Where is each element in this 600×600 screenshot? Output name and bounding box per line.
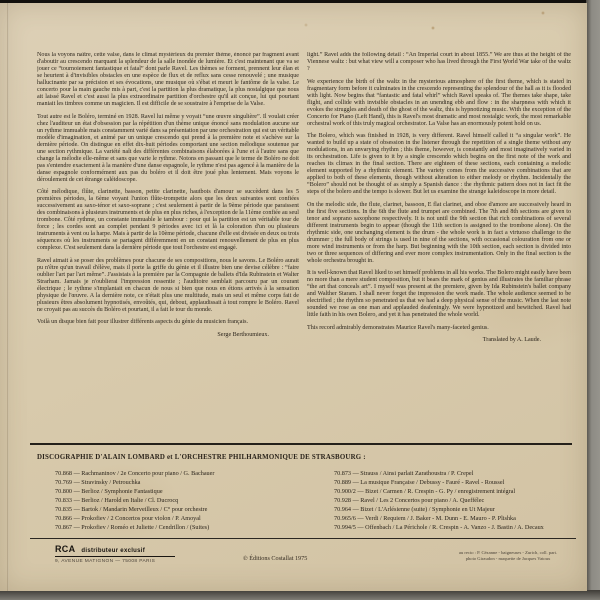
- paragraph: It is well-known that Ravel liked to set himself problems in all his works. The Bolero might easily have been no more than a mere student composition, but it bears the mark of genius and illustrates the familiar phrase “the art that conceals art”. I myself was present at the premiere, given by Ida Rubinstein's ballet company and Walther Staram. I shall never forget the impression the work made. The whole audience seemed to be electrified ; the rhythm so penetrated us that we had a deep physical sense of the music. When the last note sounded we rose as one man and applauded deafeningly. We were hypnotized and bewitched. Ravel had little faith in his own Bolero, and yet it has penetrated the whole world.: [307, 270, 571, 318]
- discography-entry: 70.928 — Ravel / Les 2 Concertos pour piano / A. Queffélec: [334, 497, 485, 504]
- discography-title: DISCOGRAPHIE D'ALAIN LOMBARD et L'ORCHESTRE PHILHARMONIQUE DE STRASBOURG :: [37, 454, 366, 461]
- discography-entry: 70.889 — La musique Française / Debussy - Fauré - Ravel - Roussel: [334, 479, 505, 486]
- distributor-label: distributeur exclusif: [81, 548, 146, 554]
- translator-signature: Translated by A. Laude.: [482, 337, 541, 343]
- discography-entry: 70.994/5 — Offenbach / La Périchole / R. Crespin - A. Vanzo - J. Bastin / A. Decaux: [334, 524, 544, 531]
- scan-edge-right: [586, 0, 600, 600]
- paragraph: The Bolero, which was finished in 1928, is very different. Ravel himself called it “a singular work”. He wanted to build up a state of obsession in the listener through the repetition of a single theme without any modulations, in an unvarying rhythm ; this theme, however, is constantly and most imaginatively varied in its orchestration. Life is given to it by a single crescendo which begins on the first note of the work and reaches its climax in the final section. There are eighteen of these sections, each containing a melodic element supported by a rhythmic element. The variety comes from the successive combinations that are applied to both of these elements, though without alteration to either melody or rhythm. Incidentally the “Bolero” should not be thought of as simply a Spanish dance : the rhythmic pattern does not in fact fit the steps of the bolero and the tempo is slower. But let us examine the strange kaleidoscope in more detail.: [307, 133, 571, 195]
- liner-notes-english: [307, 52, 571, 434]
- credits-line: photo Giraudon - maquette de Jacques Vatoux: [465, 555, 551, 561]
- edition-notice: ℗ Éditions Costallat 1975: [243, 555, 308, 562]
- divider-rule-bottom: [30, 538, 576, 539]
- discography-entry: 70.900/2 — Bizet / Carmen / R. Crespin - G. Py / enregistrement intégral: [334, 488, 516, 495]
- rca-distributor-block: [55, 544, 175, 564]
- author-signature: Serge Berthoumieux.: [217, 331, 269, 338]
- fold-crease: [7, 3, 9, 591]
- paragraph: We experience the birth of the waltz in the mysterious atmosphere of the first theme, which is stated in fragmentary form before it culminates in the crescendo representing the splendour of the hall as it is flooded with light. Now begins that “fantastic and fatal whirl” which Ravel speaks of. The themes take shape, take flight, and collide with invisible obstacles in an unending ebb and flow : in the sharpness with which it evokes the struggles and death of the ghost of the waltz, this is hypnotizing music. With the exception of the Concerto for Piano (Left Hand), this is Ravel's most dramatic and most nostalgic work, the most remarkable orchestral work of this truly magical orchestrator. La Valse has an enormously potent hold on us.: [307, 78, 571, 127]
- liner-notes-french: [37, 52, 299, 434]
- paragraph: Nous la voyons naître, cette valse, dans le climat mystérieux du premier thème, énoncé par fragment avant d'aboutir au crescendo marquant la splendeur de la salle inondée de lumière. Et c'est maintenant que va se jouer ce “tournoiement fantastique et fatal” dont parle Ravel. Les thèmes se forment, prennent leur élan et se heurtent à d'invisibles obstacles en une espèce de flux et de reflux sans cesse renouvelé ; une musique hallucinante par sa précision et ses évocations, une musique où s'ébat et meurt le fantôme de la valse. Le concerto pour la main gauche mis à part, c'est la partition la plus dramatique, la plus nostalgique que nous ait laissé Ravel et c'est aussi la plus extraordinaire partition d'orchestre qu'il ait conçue, lui qui pourtant maniait les timbres comme un magicien. Il est difficile de se soustraire à l'emprise de la Valse.: [37, 52, 299, 107]
- record-sleeve-back: [0, 3, 587, 591]
- paragraph: Voilà un disque bien fait pour illustrer différents aspects du génie du musicien français.: [37, 319, 249, 325]
- paragraph: Ravel aimait à se poser des problèmes pour chacune de ses compositions, nous le savons. Le Boléro aurait pu n'être qu'un travail d'élève, mais il porte la griffe du génie et il illustre bien une devise célèbre : “faire oublier l'art par l'art même”. J'assistais à la première par la Compagnie de ballets d'Ida Rubinstein et Walter Strarham. Jamais je n'oublierai l'impression ressentie ; l'auditoire semblait parcouru par un courant électrique ; le rythme s'implantait en chacun de nous si bien que nous en étions arrivés à la sensation physique de l'œuvre. A la dernière note, ce n'était plus une multitude, mais un seul et même corps fait de plusieurs êtres absolument hypnotisés, envoûtés, qui, debout, applaudissait à tout rompre le Boléro. Ravel ne croyait pas au succès du Boléro et pourtant, il a fait le tour du monde.: [37, 257, 299, 313]
- paragraph: Côté mélodique, flûte, clarinette, basson, petite clarinette, hautbois d'amour se succèdent dans les 5 premières périodes, la 6ème voyant l'union flûte-trompette alors que les deux suivantes sont confiées successivement au saxo-ténor et saxo-soprane ; c'est seulement à partir de la 9ème période que paraissent des combinaisons à plusieurs instruments et de plus en plus riches, à l'exception de la 11ème confiée au seul trombone. Côté rythme, un constante immuable le tambour : pour qui la partition est un véritable tour de force ; les cordes sont au complet pendant 9 périodes avec ici et là la coloration d'un ou plusieurs instruments à vent ou la harpe. Mais à partir de la 10ème période, chacune d'elle est divisée en deux ou trois séquences où les instruments se partagent différemment en un constant renouvellement de plus en plus complexe. C'est seulement dans la dernière période que tout l'orchestre est engagé.: [37, 189, 299, 251]
- paragraph: This record admirably demonstrates Maurice Ravel's many-faceted genius.: [307, 324, 489, 331]
- distributor-address: 9, AVENUE MATIGNON — 75008 PARIS: [55, 558, 156, 564]
- discography-list-right: [334, 469, 544, 532]
- scan-edge-bottom: [0, 590, 600, 600]
- paragraph: light.” Ravel adds the following detail : “An Imperial court in about 1855.” We are thus at the height of the Viennese waltz : but what view will a composer who has lived through the First World War take of the waltz ?: [307, 52, 571, 72]
- credits-line: au recto : P. Cézanne - baigneuses - Zurich, coll. part.: [458, 550, 558, 555]
- paragraph: On the melodic side, the flute, clarinet, bassoon, E flat clarinet, and oboe d'amore are successively heard in the first five sections. In the 6th the flute and trumpet are combined. The 7th and 8th sections are given to tenor and soprano saxophone respectively. It is not until the 9th section that rich combinations of several different instruments begin to appear (though the 11th section is assigned to the trombone alone). On the rhythmic side, one unchanging element is the drum - the whole work is in fact a virtuoso challenge to the drummer ; the full body of strings is used in nine of the sections, with occasional colouration from one or more wind instruments or from the harp. But beginning with the 10th section, each section is divided into two or three sequences of differing and ever more complex instrumentation. Only in the final section is the whole orchestra brought in.: [307, 201, 571, 264]
- discography-entry: 70.965/6 — Verdi / Requiem / J. Baker - M. Dunn - E. Mauro - P. Plishka: [334, 515, 516, 522]
- discography-entry: 70.964 — Bizet / L'Arlésienne (suite) / Symphonie en Ut Majeur: [334, 506, 495, 513]
- discography-entry: 70.867 — Prokofiev / Roméo et Juliette / Cendrillon / (Suites): [55, 524, 210, 531]
- discography-entry: 70.868 — Rachmaninov / 2e Concerto pour piano / G. Bachauer: [55, 470, 215, 477]
- discography-entry: 70.873 — Strauss / Ainsi parlait Zarathoustra / P. Crepel: [334, 470, 474, 477]
- cover-art-credits: [438, 550, 578, 561]
- discography-entry: 70.769 — Stravinsky / Petrouchka: [55, 479, 141, 486]
- discography-entry: 70.866 — Prokofiev / 2 Concertos pour violon / P. Amoyal: [55, 515, 201, 522]
- paragraph: Tout autre est le Boléro, terminé en 1928. Ravel lui même y voyait “une œuvre singulière”. Il voulait créer chez l'auditeur un état d'obsession par la répétition d'un thème unique énoncé sans modulation aucune sur un rythme immuable mais constamment varié dans sa présentation par une orchestration qui est un véritable modèle d'imagination, et animé par un unique crescendo qui prend à la première note et s'achève sur la dernière période. On distingue en effet dix-huit périodes comportant une section mélodique soutenue par une section rythmique. La variété naît des différentes combinaisons élaborées à l'une et à l'autre sans que change la mélodie elle-même et sans que varie le rythme. Notons en passant que le terme de Boléro ne doit pas s'entendre exactement à la manière d'une danse espagnole, le rythme n'est pas agencé à la manière de la danse espagnole conformément aux pas du boléro et il doit être joué plus lentement. Mais voyons le déroulement de cet étrange caléidoscope.: [37, 113, 299, 183]
- discography-entry: 70.800 — Berlioz / Symphonie Fantastique: [55, 488, 163, 495]
- rca-logo: RCA: [55, 543, 76, 555]
- discography-list-left: [55, 469, 214, 532]
- discography-entry: 70.833 — Berlioz / Harold en Italie / Cl. Ducrocq: [55, 497, 179, 504]
- discography-entry: 70.835 — Bartok / Mandarin Merveilleux / C° pour orchestre: [55, 506, 208, 513]
- divider-rule-top: [30, 443, 572, 445]
- rca-underline: [55, 556, 175, 557]
